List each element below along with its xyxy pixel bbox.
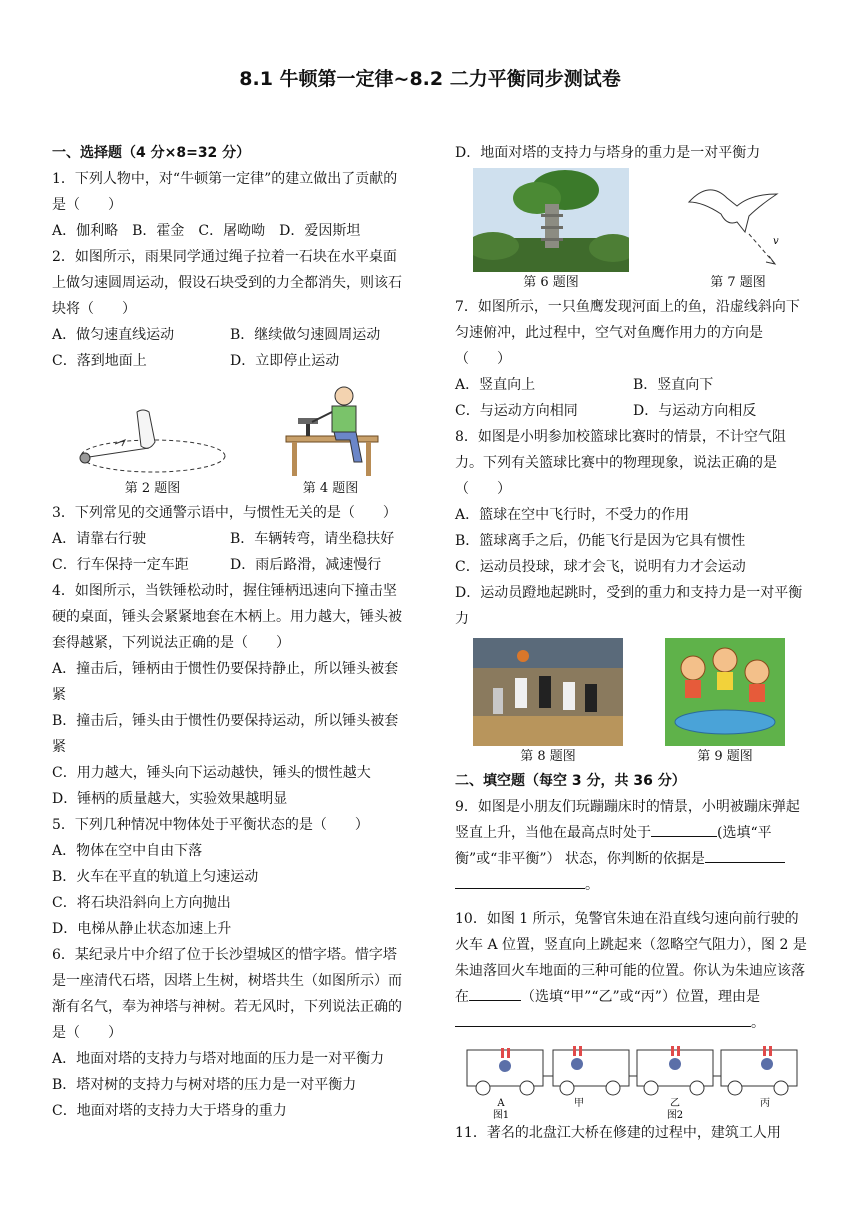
q9-part1: 9．如图是小朋友们玩蹦蹦床时的情景，小明被蹦床弹起竖直上升，当他在最高点时处于: [455, 799, 800, 841]
q7-option-d: D．与运动方向相反: [633, 403, 757, 419]
q1-stem: 1．下列人物中，对“牛顿第一定律”的建立做出了贡献的是（ ）: [52, 171, 398, 213]
q9-blank-2[interactable]: [705, 846, 785, 863]
label-a: A: [497, 1098, 505, 1109]
q8-option-c: C．运动员投球，球才会飞，说明有力才会运动: [455, 559, 746, 575]
q7-option-a: A．竖直向上: [455, 377, 536, 393]
q7-option-b: B．竖直向下: [633, 377, 714, 393]
q10-end: 。: [751, 1015, 765, 1031]
q8-option-a: A．篮球在空中飞行时，不受力的作用: [455, 507, 690, 523]
basketball-game-photo: [473, 638, 623, 746]
train-car-2: [553, 1046, 629, 1095]
train-car-1: [467, 1048, 543, 1095]
q5-stem: 5．下列几种情况中物体处于平衡状态的是（ ）: [52, 817, 369, 833]
q10-part1: 10．如图 1 所示，兔警官朱迪在沿直线匀速向前行驶的火车 A 位置，竖直向上跳起来（忽略空气阻力），图 2 是朱迪落回火车地面的三种可能的位置。你认为朱迪应该落在: [455, 911, 807, 1005]
q10-text: [455, 906, 811, 1036]
q2-option-a: A．做匀速直线运动: [52, 327, 175, 343]
q2-option-d: D．立即停止运动: [230, 353, 340, 369]
q3-option-a: A．请靠右行驶: [52, 531, 147, 547]
q2-stem: 2．如图所示，雨果同学通过绳子拉着一石块在水平桌面上做匀速圆周运动，假设石块受到的力全都消失，则该石块将（ ）: [52, 249, 402, 317]
q10-blank-1[interactable]: [469, 984, 521, 1001]
q5-option-b: B．火车在平直的轨道上匀速运动: [52, 869, 259, 885]
q5-option-a: A．物体在空中自由下落: [52, 843, 203, 859]
q3-option-c: C．行车保持一定车距: [52, 557, 189, 573]
left-column: [52, 140, 408, 1124]
figure-9: [665, 638, 785, 768]
q2-option-b: B．继续做匀速圆周运动: [230, 327, 381, 343]
fig8-caption: 第 8 题图: [520, 749, 576, 764]
q8-option-b: B．篮球离手之后，仍能飞行是因为它具有惯性: [455, 533, 746, 549]
stone-circular-motion-illustration: [75, 404, 231, 478]
q3-options-row1: [52, 526, 408, 552]
q4-option-b: B．撞击后，锤头由于惯性仍要保持运动，所以锤头被套紧: [52, 713, 399, 755]
q8-stem: 8．如图是小明参加校篮球比赛时的情景，不计空气阻力。下列有关篮球比赛中的物理现象，说法正确的是（ ）: [455, 429, 786, 497]
q5-option-c: C．将石块沿斜向上方向抛出: [52, 895, 231, 911]
label-yi: 乙: [670, 1098, 680, 1109]
figure-7: [683, 172, 793, 294]
figure-8: [473, 638, 623, 768]
q2-options-row1: [52, 322, 408, 348]
q9-end: 。: [585, 877, 599, 893]
q7-option-c: C．与运动方向相同: [455, 403, 578, 419]
velocity-label: v: [773, 236, 779, 247]
hammer-man-illustration: [276, 378, 386, 478]
right-column: [455, 140, 811, 1146]
figures-2-4: [52, 376, 408, 500]
figure-2: [75, 404, 231, 500]
q7-options-row1: [455, 372, 811, 398]
train-car-4: [721, 1046, 797, 1095]
pagoda-tree-photo: [473, 168, 629, 272]
q6-stem: 6．某纪录片中介绍了位于长沙望城区的惜字塔。惜字塔是一座清代石塔，因塔上生树，树塔共生（如图所示）而渐有名气，奉为神塔与神树。若无风时，下列说法正确的是（ ）: [52, 947, 402, 1041]
figures-8-9: [455, 632, 811, 768]
fig6-caption: 第 6 题图: [523, 275, 579, 290]
trampoline-kids-illustration: [665, 638, 785, 746]
fig7-caption: 第 7 题图: [710, 275, 766, 290]
q10-part2: （选填“甲”“乙”或“丙”）位置，理由是: [521, 989, 760, 1005]
q8-option-d: D．运动员蹬地起跳时，受到的重力和支持力是一对平衡力: [455, 585, 803, 627]
train-car-3: [637, 1046, 713, 1095]
q7-options-row2: [455, 398, 811, 424]
label-fig2: 图2: [666, 1110, 684, 1120]
q4-option-c: C．用力越大，锤头向下运动越快，锤头的惯性越大: [52, 765, 371, 781]
osprey-dive-illustration: [683, 172, 793, 272]
q5-option-d: D．电梯从静止状态加速上升: [52, 921, 232, 937]
page-title: 8.1 牛顿第一定律~8.2 二力平衡同步测试卷: [239, 68, 621, 90]
q9-blank-2-cont[interactable]: [455, 872, 585, 889]
q10-blank-2[interactable]: [455, 1010, 751, 1027]
q3-stem: 3．下列常见的交通警示语中，与惯性无关的是（ ）: [52, 505, 397, 521]
q4-option-d: D．锤柄的质量越大，实验效果越明显: [52, 791, 288, 807]
q2-options-row2: [52, 348, 408, 374]
q6-option-b: B．塔对树的支持力与树对塔的压力是一对平衡力: [52, 1077, 357, 1093]
q6-option-d: D．地面对塔的支持力与塔身的重力是一对平衡力: [455, 145, 761, 161]
figures-6-7: [455, 166, 811, 294]
q6-option-c: C．地面对塔的支持力大于塔身的重力: [52, 1103, 287, 1119]
q11-stem: 11．著名的北盘江大桥在修建的过程中，建筑工人用: [455, 1125, 781, 1141]
q4-stem: 4．如图所示，当铁锤松动时，握住锤柄迅速向下撞击坚硬的桌面，锤头会紧紧地套在木柄上。用力越大，锤头被套得越紧，下列说法正确的是（ ）: [52, 583, 402, 651]
section-fill-heading: 二、填空题（每空 3 分，共 36 分）: [455, 773, 686, 789]
fig4-caption: 第 4 题图: [302, 481, 359, 496]
train-positions-figure: [455, 1040, 811, 1120]
q9-part2: (选填“平衡”或“非平衡”） 状态，你判断的依据是: [455, 825, 772, 867]
q4-option-a: A．撞击后，锤柄由于惯性仍要保持静止，所以锤头被套紧: [52, 661, 399, 703]
q6-option-a: A．地面对塔的支持力与塔对地面的压力是一对平衡力: [52, 1051, 385, 1067]
q3-option-d: D．雨后路滑，减速慢行: [230, 557, 382, 573]
q7-stem: 7．如图所示，一只鱼鹰发现河面上的鱼，沿虚线斜向下匀速俯冲，此过程中，空气对鱼鹰作用力的方向是（ ）: [455, 299, 800, 367]
q3-option-b: B．车辆转弯，请坐稳扶好: [230, 531, 395, 547]
q1-options: A．伽利略 B．霍金 C．屠呦呦 D．爱因斯坦: [52, 223, 361, 239]
q2-option-c: C．落到地面上: [52, 353, 147, 369]
fig9-caption: 第 9 题图: [697, 749, 753, 764]
label-jia: 甲: [574, 1098, 584, 1109]
q9-blank-1[interactable]: [651, 820, 717, 837]
label-bing: 丙: [760, 1098, 770, 1109]
section-choice-heading: 一、选择题（4 分×8=32 分）: [52, 145, 251, 161]
label-fig1: 图1: [492, 1110, 510, 1120]
figure-4: [276, 378, 386, 500]
figure-6: [473, 168, 629, 294]
q3-options-row2: [52, 552, 408, 578]
fig2-caption: 第 2 题图: [124, 481, 181, 496]
q9-text: [455, 794, 811, 898]
